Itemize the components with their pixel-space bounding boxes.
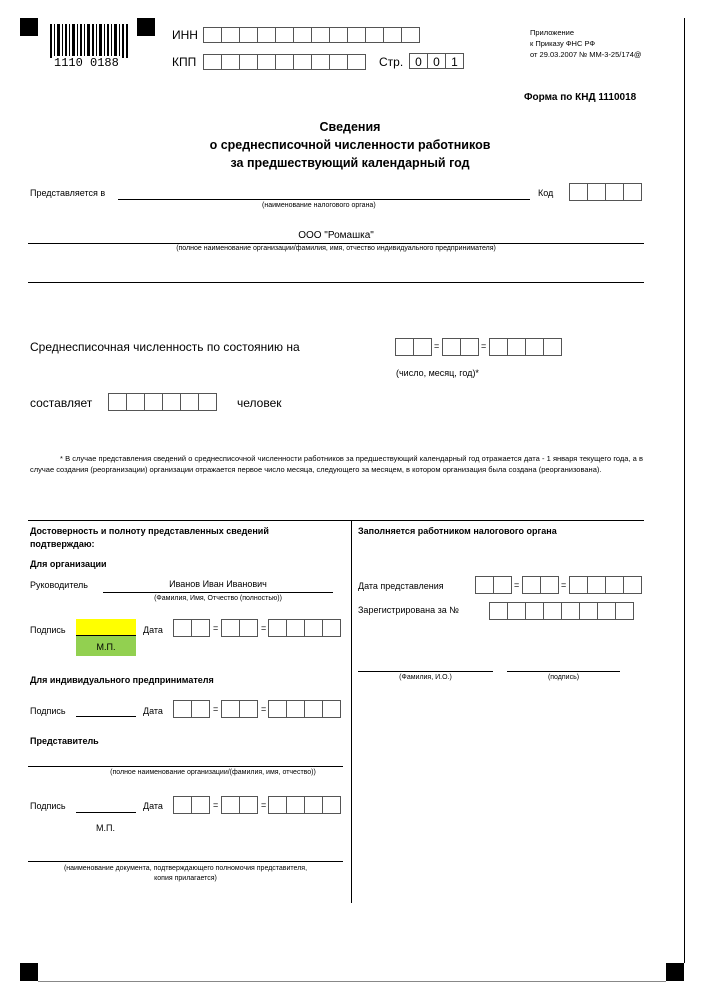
form-code: Форма по КНД 1110018 <box>524 92 637 103</box>
title-line-3: за предшествующий календарный год <box>230 156 470 170</box>
rep-document-caption-1: (наименование документа, подтверждающего полномочия представителя, <box>63 865 308 872</box>
recipient-label: Представляется в <box>30 188 106 198</box>
date-separator: = <box>261 704 267 714</box>
head-label: Руководитель <box>30 580 88 590</box>
date-separator: = <box>434 341 440 351</box>
officer-name-line[interactable] <box>358 671 493 672</box>
headcount-date-month[interactable] <box>442 338 478 354</box>
rep-document-caption-2: копия прилагается) <box>154 875 217 882</box>
footnote: * В случае представления сведений о среднесписочной численности работников за предшествующий календарный год отражается дата - 1 января текущего года, а в случае создания (реорганизации) организации отражается первое число месяца, следующего за месяцем, в котором организация была создана (реорганизована). <box>30 454 643 474</box>
title-line-1: Сведения <box>319 120 381 134</box>
unit-label: человек <box>237 396 282 410</box>
ip-signature-line[interactable] <box>76 716 136 717</box>
rep-date-day[interactable] <box>173 796 209 812</box>
date-separator: = <box>261 623 267 633</box>
officer-name-caption: (Фамилия, И.О.) <box>399 674 452 681</box>
signature-highlight[interactable] <box>76 619 136 635</box>
rep-signature-line[interactable] <box>76 812 136 813</box>
rep-date-label: Дата <box>143 801 163 811</box>
kpp-cells[interactable] <box>203 54 365 70</box>
code-label: Код <box>538 188 554 198</box>
corner-marker-top-right <box>137 18 155 36</box>
rep-stamp-label: М.П. <box>96 823 115 833</box>
page-number-cells[interactable] <box>409 53 463 69</box>
organization-line[interactable] <box>28 243 644 244</box>
title-line-2: о среднесписочной численности работников <box>209 138 491 152</box>
corner-marker-bottom-right <box>666 963 684 981</box>
page-label: Стр. <box>379 55 404 69</box>
ip-sign-label: Подпись <box>30 706 66 716</box>
confirm-heading-1: Достоверность и полноту представленных сведений <box>30 526 269 536</box>
ip-date-day[interactable] <box>173 700 209 716</box>
sign-date-month[interactable] <box>221 619 257 635</box>
amount-cells[interactable] <box>108 393 216 409</box>
section-divider <box>28 520 644 521</box>
submission-date-year[interactable] <box>569 576 641 592</box>
date-separator: = <box>514 580 520 590</box>
date-label: Дата <box>143 625 163 635</box>
barcode-number: 1110 0188 <box>54 56 119 70</box>
code-cells[interactable] <box>569 183 641 199</box>
page-digit-3: 1 <box>445 53 464 69</box>
rep-sign-label: Подпись <box>30 801 66 811</box>
appendix-line-1: Приложение <box>530 28 574 37</box>
headcount-date-day[interactable] <box>395 338 431 354</box>
submission-date-month[interactable] <box>522 576 558 592</box>
corner-marker-top-left <box>20 18 38 36</box>
rep-line[interactable] <box>28 766 343 767</box>
date-separator: = <box>261 800 267 810</box>
ip-date-label: Дата <box>143 706 163 716</box>
ip-heading: Для индивидуального предпринимателя <box>30 675 214 685</box>
registration-label: Зарегистрирована за № <box>358 605 459 615</box>
rep-document-line[interactable] <box>28 861 343 862</box>
kpp-label: КПП <box>172 55 197 69</box>
recipient-line[interactable] <box>118 199 530 200</box>
registration-number-cells[interactable] <box>489 602 633 618</box>
appendix-line-3: от 29.03.2007 № ММ-3-25/174@ <box>530 50 642 59</box>
organization-name: ООО "Ромашка" <box>298 230 374 241</box>
sign-date-day[interactable] <box>173 619 209 635</box>
sign-date-year[interactable] <box>268 619 340 635</box>
sign-label: Подпись <box>30 625 66 635</box>
document-title <box>150 118 550 172</box>
barcode <box>50 24 128 58</box>
confirm-heading-2: подтверждаю: <box>30 539 95 549</box>
page-digit-2: 0 <box>427 53 446 69</box>
head-caption: (Фамилия, Имя, Отчество (полностью)) <box>154 595 282 602</box>
appendix-line-2: к Приказу ФНС РФ <box>530 39 596 48</box>
rep-heading: Представитель <box>30 736 99 746</box>
date-separator: = <box>481 341 487 351</box>
inn-cells[interactable] <box>203 27 419 43</box>
headcount-date-year[interactable] <box>489 338 561 354</box>
stamp-label: М.П. <box>96 642 116 652</box>
org-heading: Для организации <box>30 559 107 569</box>
tax-officer-heading: Заполняется работником налогового органа <box>358 526 557 536</box>
date-separator: = <box>213 800 219 810</box>
date-separator: = <box>561 580 567 590</box>
date-separator: = <box>213 704 219 714</box>
inn-label: ИНН <box>172 28 198 42</box>
recipient-caption: (наименование налогового органа) <box>262 202 376 209</box>
corner-marker-bottom-left <box>20 963 38 981</box>
amount-label: составляет <box>30 396 93 410</box>
ip-date-month[interactable] <box>221 700 257 716</box>
headcount-label: Среднесписочная численность по состоянию на <box>30 340 300 354</box>
rep-date-year[interactable] <box>268 796 340 812</box>
submission-date-day[interactable] <box>475 576 511 592</box>
ip-date-year[interactable] <box>268 700 340 716</box>
date-caption: (число, месяц, год)* <box>396 368 479 378</box>
submission-date-label: Дата представления <box>358 581 444 591</box>
head-name-line[interactable] <box>103 592 333 593</box>
officer-signature-line[interactable] <box>507 671 620 672</box>
date-separator: = <box>213 623 219 633</box>
page-border-bottom <box>38 981 666 982</box>
officer-signature-caption: (подпись) <box>547 674 580 681</box>
head-name: Иванов Иван Иванович <box>169 579 267 589</box>
page-digit-1: 0 <box>409 53 428 69</box>
organization-line-2[interactable] <box>28 282 644 283</box>
organization-caption: (полное наименование организации/фамилия, имя, отчество индивидуального предпринимателя) <box>176 245 496 252</box>
page-border-right <box>684 18 685 963</box>
rep-date-month[interactable] <box>221 796 257 812</box>
rep-caption: (полное наименование организации/(фамилия, имя, отчество)) <box>110 769 316 776</box>
column-divider <box>351 520 352 903</box>
